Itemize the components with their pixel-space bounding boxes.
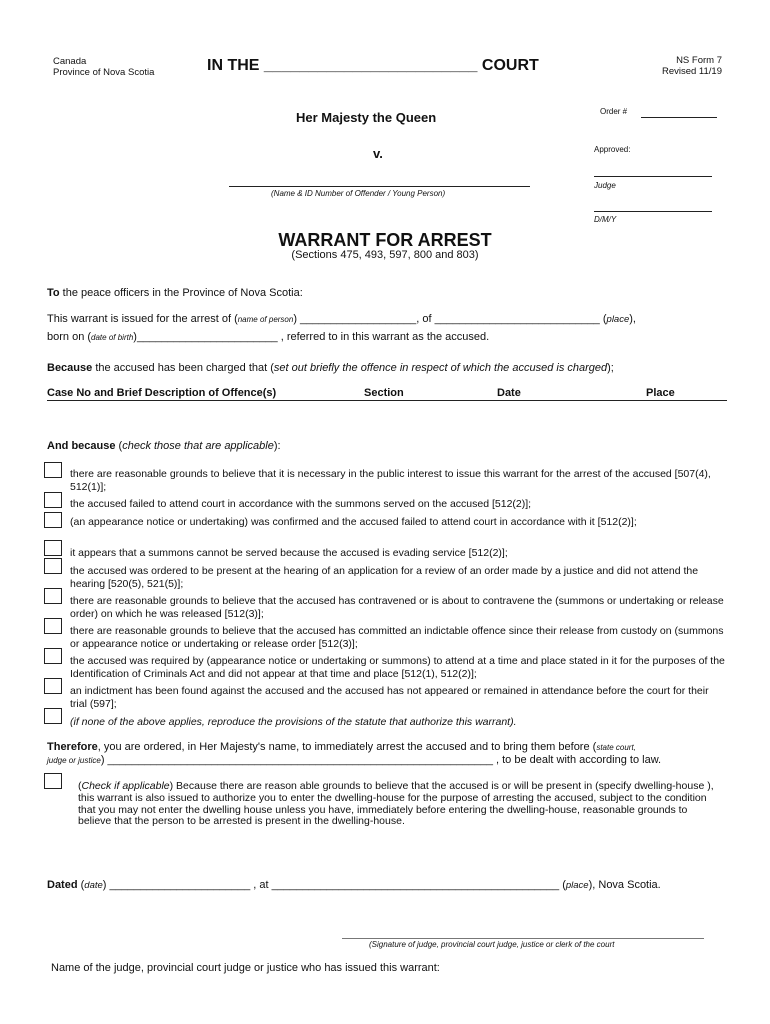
condition-text-4: it appears that a summons cannot be served because the accused is evading service [512(2)]; [70, 547, 508, 559]
because-end: ); [607, 362, 614, 374]
condition-text-8: the accused was required by (appearance notice or undertaking or summons) to attend at a time and place stated in it for the purposes of the Identification of Criminals Act and did not appear at that time and place [512(1), 512(2)]; [70, 655, 725, 680]
dated-line [47, 879, 661, 891]
col-place: Place [646, 387, 675, 399]
therefore-judge-hint: judge or justice [47, 756, 101, 765]
province-label: Province of Nova Scotia [53, 67, 155, 78]
arrest-text-a: This warrant is issued for the arrest of ( [47, 313, 238, 325]
condition-checkbox-2[interactable] [44, 492, 62, 508]
dwelling-open: ( [78, 780, 82, 792]
therefore-line-2 [47, 754, 661, 766]
order-number-label: Order # [600, 107, 628, 116]
versus-label: v. [373, 146, 383, 161]
condition-text-3: (an appearance notice or undertaking) was confirmed and the accused failed to attend court in accordance with it [512(2)]; [70, 516, 637, 528]
col-case: Case No and Brief Description of Offence(s) [47, 387, 277, 399]
country-label: Canada [53, 56, 87, 67]
arrest-text-b: ) ___________________, of ___________________________ ( [293, 313, 607, 325]
dated-place-hint: place [565, 880, 589, 891]
dwelling-checkbox[interactable] [44, 773, 62, 789]
dwelling-body: ) Because there are reason able grounds to believe that the accused is or will be present in (specify dwelling-house ), this warrant is also issued to authorize you to enter the dwelling-house for the purpose of arresting the accused, subject to the condition that you may not enter the dwelling house unless you have, immediately before entering the dwelling-house, reasonable grounds to believe that the person to be arrested is present in the dwelling-house. [78, 780, 714, 828]
dated-date-hint: date [84, 880, 103, 891]
condition-text-2: the accused failed to attend court in accordance with the summons served on the accused [512(2)]; [70, 498, 532, 510]
condition-checkbox-1[interactable] [44, 462, 62, 478]
judge-name-label: Name of the judge, provincial court judge or justice who has issued this warrant: [51, 962, 440, 974]
table-header-rule [47, 400, 727, 401]
therefore-text: , you are ordered, in Her Majesty's name, to immediately arrest the accused and to bring them before ( [97, 741, 597, 753]
therefore-line-2-rest: ) _______________________________________________________________ , to be dealt with according to law. [100, 754, 662, 766]
document-title: WARRANT FOR ARREST [278, 230, 492, 250]
revised-date: Revised 11/19 [661, 66, 722, 77]
arrest-line [47, 313, 636, 325]
condition-checkbox-8[interactable] [44, 648, 62, 664]
to-line [47, 287, 303, 299]
dated-middle: ) _______________________ , at _______________________________________________ ( [102, 879, 566, 891]
condition-text-5: the accused was ordered to be present at the hearing of an application for a review of an order made by a justice and did not attend the hearing [520(5), 521(5)]; [70, 565, 699, 590]
because-text: the accused has been charged that ( [92, 362, 274, 374]
and-because-bold: And because [47, 440, 116, 452]
because-bold: Because [47, 362, 93, 374]
judge-label: Judge [594, 181, 616, 190]
condition-checkbox-6[interactable] [44, 588, 62, 604]
form-number: NS Form 7 [676, 55, 722, 66]
dated-bold: Dated [47, 879, 78, 891]
arrest-text-c: ), [629, 313, 636, 325]
condition-text-7: there are reasonable grounds to believe that the accused has committed an indictable offence since their release from custody on (summons or appearance notice or undertaking or release order [512(3)]; [70, 625, 724, 650]
offender-caption: (Name & ID Number of Offender / Young Person) [271, 189, 446, 198]
judge-signature-line[interactable] [594, 176, 712, 177]
order-number-line[interactable] [641, 117, 717, 118]
condition-checkbox-10[interactable] [44, 708, 62, 724]
dwelling-italic: Check if applicable [81, 780, 170, 792]
name-of-person-hint: name of person [237, 315, 294, 324]
date-format-label: D/M/Y [594, 215, 617, 224]
and-because-open: ( [115, 440, 123, 452]
dob-hint: date of birth [91, 333, 134, 342]
condition-checkbox-7[interactable] [44, 618, 62, 634]
plaintiff-name: Her Majesty the Queen [296, 110, 437, 125]
and-because-italic: check those that are applicable [122, 440, 274, 452]
therefore-line [47, 741, 636, 753]
col-date: Date [497, 387, 521, 399]
and-because-close: ): [273, 440, 281, 452]
dated-end: ), Nova Scotia. [588, 879, 661, 891]
condition-text-1: there are reasonable grounds to believe that it is necessary in the public interest to issue this warrant for the arrest of the accused [507(4), 512(1)]; [70, 468, 711, 493]
signature-caption: (Signature of judge, provincial court judge, justice or clerk of the court [369, 940, 615, 949]
offender-name-line[interactable] [229, 186, 530, 187]
condition-text-9: an indictment has been found against the accused and the accused has not appeared or remained in attendance before the court for their trial (597]; [70, 685, 709, 710]
condition-checkbox-3[interactable] [44, 512, 62, 528]
condition-checkbox-4[interactable] [44, 540, 62, 556]
born-line [47, 331, 489, 343]
condition-checkbox-5[interactable] [44, 558, 62, 574]
therefore-italic: state court, [596, 743, 636, 752]
signature-line[interactable] [342, 938, 704, 939]
court-title: IN THE ________________________ COURT [207, 57, 539, 74]
therefore-bold: Therefore [47, 741, 98, 753]
dated-open: ( [77, 879, 85, 891]
born-text-b: )_______________________ , referred to in this warrant as the accused. [133, 331, 490, 343]
and-because-line [47, 440, 281, 452]
approval-date-line[interactable] [594, 211, 712, 212]
condition-text-10: (if none of the above applies, reproduce the provisions of the statute that authorize this warrant). [70, 716, 517, 728]
condition-text-6: there are reasonable grounds to believe that the accused has contravened or is about to contravene the (summons or undertaking or release order) on which he was released [512(3)]; [70, 595, 724, 620]
condition-checkbox-9[interactable] [44, 678, 62, 694]
to-rest: the peace officers in the Province of Nova Scotia: [59, 287, 303, 299]
col-section: Section [364, 387, 404, 399]
born-text-a: born on ( [47, 331, 92, 343]
because-italic: set out briefly the offence in respect of which the accused is charged [273, 362, 608, 374]
to-bold: To [47, 287, 60, 299]
document-sections: (Sections 475, 493, 597, 800 and 803) [291, 249, 479, 261]
because-line [47, 362, 614, 374]
approved-label: Approved: [594, 145, 631, 154]
dwelling-text [78, 781, 718, 828]
place-hint: place [606, 314, 630, 325]
